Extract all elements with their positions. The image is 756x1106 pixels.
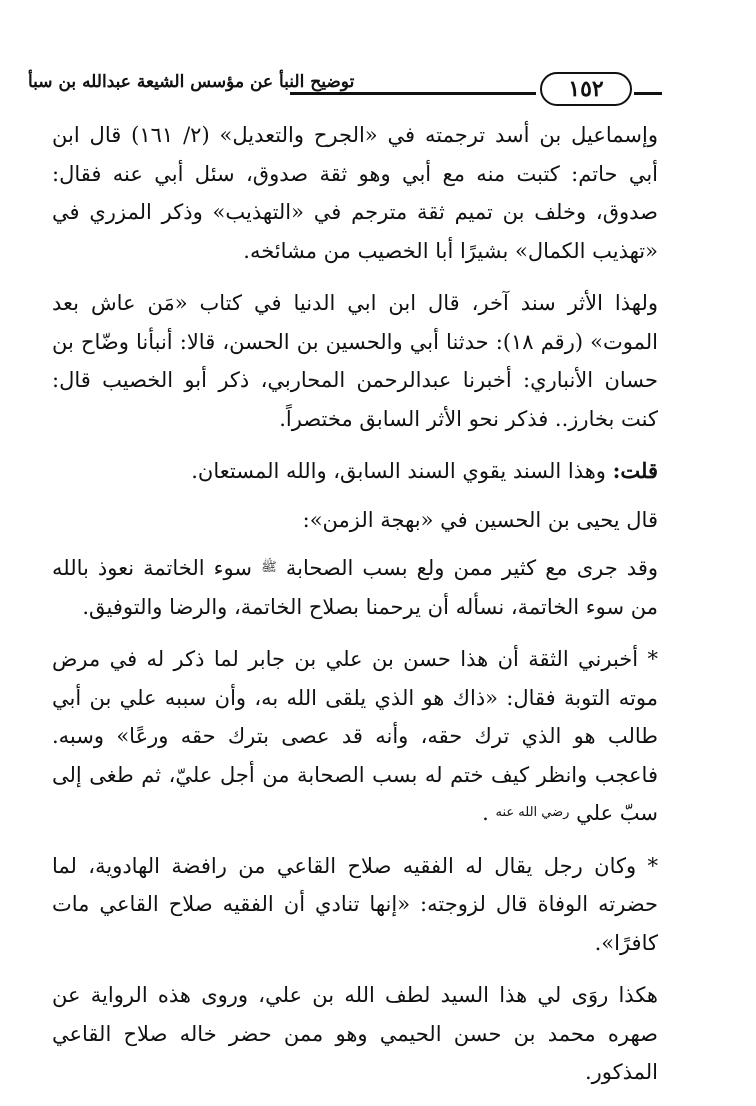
paragraph-5-part-b: سوء الخاتمة نعوذ بالله من سوء الخاتمة، نسأله أن يرحمنا بصلاح الخاتمة، والرضا والتوفيق. (52, 556, 658, 619)
header-rule (290, 92, 536, 95)
page-number: ١٥٢ (540, 72, 632, 106)
paragraph-5-part-a: وقد جرى مع كثير ممن ولع بسب الصحابة (276, 556, 659, 580)
paragraph-3-text: وهذا السند يقوي السند السابق، والله المستعان. (191, 459, 613, 483)
running-title: توضيح النبأ عن مؤسس الشيعة عبدالله بن سبأ (28, 72, 355, 92)
paragraph-1: وإسماعيل بن أسد ترجمته في «الجرح والتعديل» (٢/ ١٦١) قال ابن أبي حاتم: كتبت منه مع أبي وهو ثقة صدوق، سئل أبي عنه فقال: صدوق، وخلف بن تميم ثقة مترجم في «التهذيب» وذكر المزري في «تهذيب الكمال» بشيرًا أبا الخصيب من مشائخه. (52, 123, 658, 263)
qultu-label: قلت: (612, 458, 658, 483)
header-rule-right (634, 92, 662, 95)
paragraph-3 (52, 452, 658, 491)
honorific-companions: ﷺ (261, 560, 277, 575)
paragraph-5 (52, 549, 658, 626)
honorific-ali: رضي الله عنه (495, 805, 570, 820)
paragraph-6-part-a: * أخبرني الثقة أن هذا حسن بن علي بن جابر لما ذكر له في مرض موته التوبة فقال: «ذاك هو الذي يلقى الله به، وأن سببه علي بن أبي طالب هو الذي ترك حقه، وأنه قد عصى بترك حقه ورعًا» وسبه. فاعجب وانظر كيف ختم له بسب الصحابة من أجل عليّ، ثم طغى إلى سبّ علي (52, 647, 658, 825)
paragraph-7: * وكان رجل يقال له الفقيه صلاح القاعي من رافضة الهادوية، لما حضرته الوفاة قال لزوجته: «إنها تنادي أن الفقيه صلاح القاعي مات كافرًا». (52, 853, 658, 955)
paragraph-4: قال يحيى بن الحسين في «بهجة الزمن»: (302, 507, 658, 532)
page-header (28, 68, 662, 108)
paragraph-6 (52, 640, 658, 833)
paragraph-8: هكذا روَى لي هذا السيد لطف الله بن علي، وروى هذه الرواية عن صهره محمد بن حسن الحيمي وهو ممن حضر خاله صلاح القاعي المذكور. (52, 983, 658, 1084)
page-body (52, 116, 658, 1106)
paragraph-6-part-b: . (482, 801, 496, 825)
paragraph-2: ولهذا الأثر سند آخر، قال ابن ابي الدنيا في كتاب «مَن عاش بعد الموت» (رقم ١٨): حدثنا أبي والحسين بن الحسن، قالا: أنبأنا وضّاح بن حسان الأنباري: أخبرنا عبدالرحمن المحاربي، ذكر أبو الخصيب قال: كنت بخارز.. فذكر نحو الأثر السابق مختصراً. (52, 291, 658, 431)
